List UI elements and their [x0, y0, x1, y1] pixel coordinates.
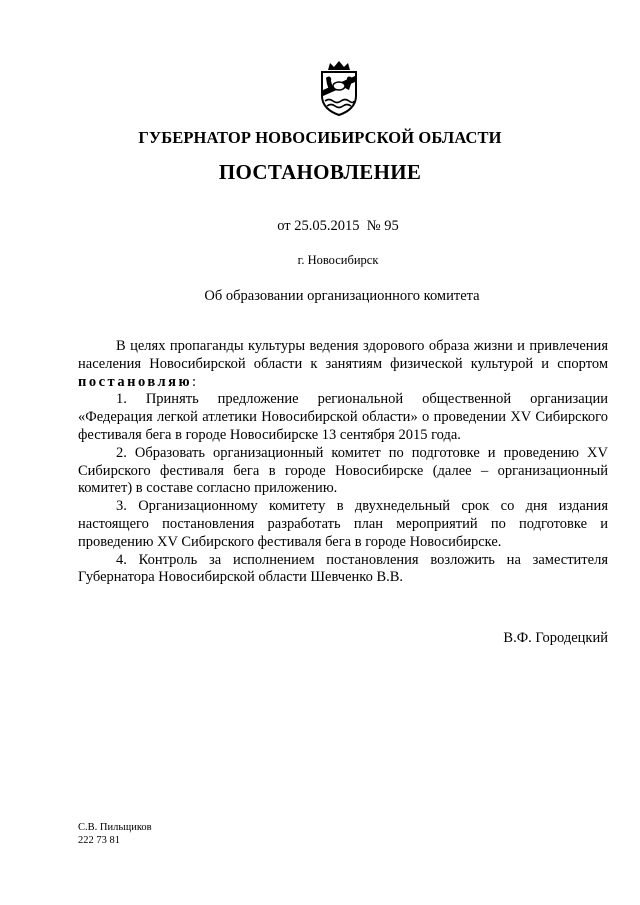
preamble-text: В целях пропаганды культуры ведения здорового образа жизни и привлечения населения Новосибирской области к занятиям физической культурой и спортом [78, 338, 608, 372]
preamble-paragraph [78, 338, 608, 391]
novosibirsk-coat-of-arms-icon [316, 60, 362, 116]
document-body [78, 338, 608, 587]
executor-phone: 222 73 81 [78, 834, 120, 846]
preamble-colon: : [192, 373, 197, 390]
item-1-paragraph: 1. Принять предложение региональной общественной организации «Федерация легкой атлетики Новосибирской области» о проведении XV Сибирского фестиваля бега в городе Новосибирске 13 сентября 2015 года. [78, 391, 608, 443]
item-2-paragraph: 2. Образовать организационный комитет по подготовке и проведению XV Сибирского фестиваля бега в городе Новосибирске (далее – организационный комитет) в составе согласно приложению. [78, 444, 608, 497]
date-and-number: от 25.05.2015 № 95 [277, 218, 399, 234]
document-subject: Об образовании организационного комитета [204, 288, 480, 304]
document-type-title: ПОСТАНОВЛЕНИЕ [218, 160, 422, 184]
signature-name: В.Ф. Городецкий [503, 630, 608, 646]
decree-word: постановляю [78, 373, 193, 390]
authority-heading: ГУБЕРНАТОР НОВОСИБИРСКОЙ ОБЛАСТИ [138, 128, 502, 147]
executor-name: С.В. Пильщиков [78, 822, 152, 833]
item-3-paragraph: 3. Организационному комитету в двухнедельный срок со дня издания настоящего постановления разработать план мероприятий по подготовке и проведению XV Сибирского фестиваля бега в городе Новосибирске. [78, 498, 608, 550]
executor-footer [78, 822, 152, 847]
item-4-paragraph: 4. Контроль за исполнением постановления возложить на заместителя Губернатора Новосибирской области Шевченко В.В. [78, 551, 608, 586]
city-line: г. Новосибирск [297, 253, 379, 267]
